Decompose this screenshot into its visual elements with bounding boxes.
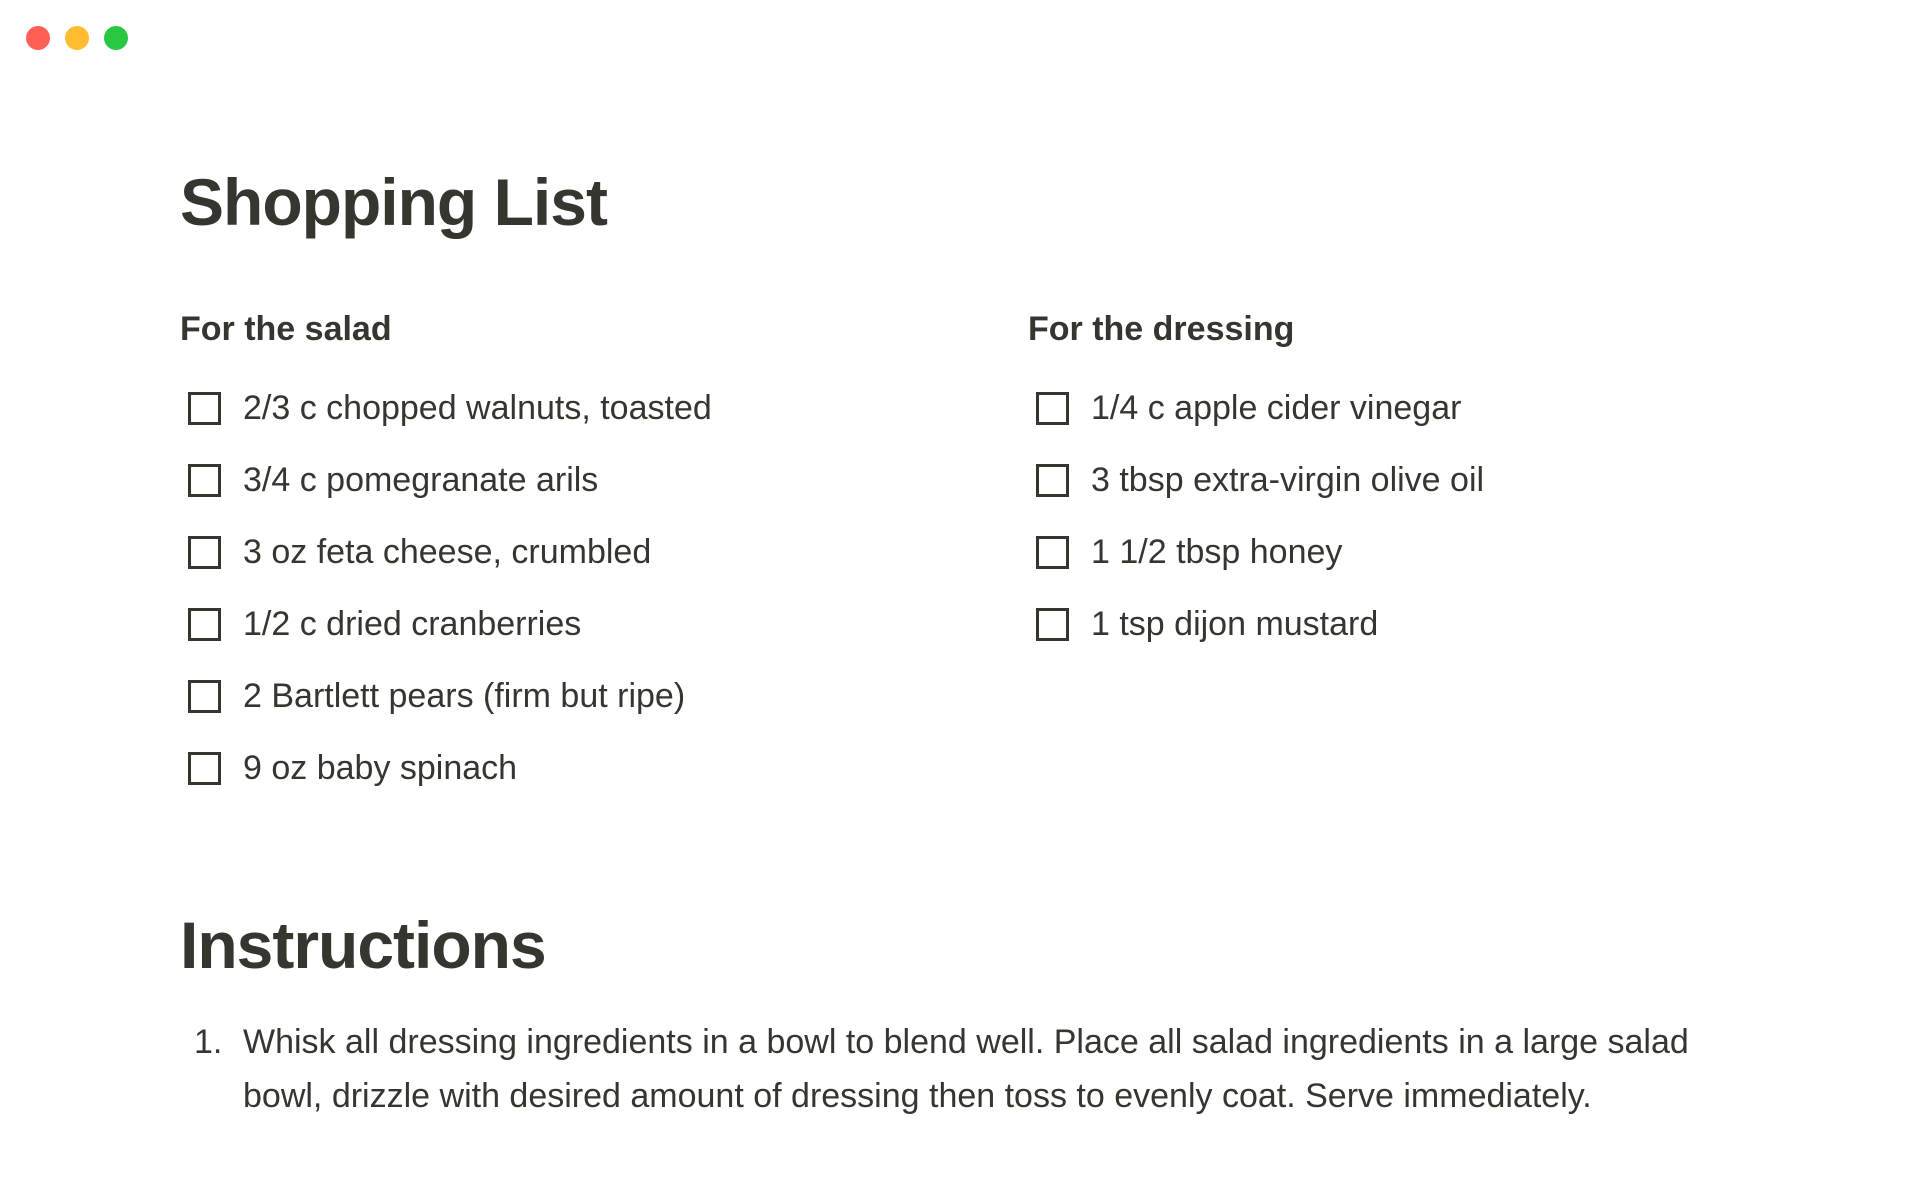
salad-column: [180, 304, 1028, 804]
page-content: [180, 0, 1740, 1200]
todo-text[interactable]: 3 tbsp extra-virgin olive oil: [1091, 461, 1485, 499]
window-controls: [26, 26, 128, 50]
instruction-step: [180, 1015, 1740, 1123]
todo-checkbox[interactable]: [188, 392, 221, 425]
todo-text[interactable]: 2 Bartlett pears (firm but ripe): [243, 677, 686, 715]
todo-checkbox[interactable]: [188, 608, 221, 641]
todo-item: [1028, 516, 1728, 588]
salad-heading[interactable]: For the salad: [180, 310, 392, 348]
minimize-window-button[interactable]: [65, 26, 89, 50]
todo-text[interactable]: 1/2 c dried cranberries: [243, 605, 582, 643]
step-text[interactable]: Whisk all dressing ingredients in a bowl to blend well. Place all salad ingredients in a large salad bowl, drizzle with desired amount of dressing then toss to evenly coat. Serve immediately.: [243, 1023, 1689, 1115]
todo-item: [1028, 588, 1728, 660]
todo-item: [180, 588, 1028, 660]
todo-item: [180, 732, 1028, 804]
todo-item: [1028, 444, 1728, 516]
close-window-button[interactable]: [26, 26, 50, 50]
todo-text[interactable]: 3/4 c pomegranate arils: [243, 461, 599, 499]
todo-checkbox[interactable]: [1036, 392, 1069, 425]
todo-text[interactable]: 3 oz feta cheese, crumbled: [243, 533, 652, 571]
todo-item: [180, 660, 1028, 732]
dressing-heading[interactable]: For the dressing: [1028, 310, 1295, 348]
todo-text[interactable]: 1 tsp dijon mustard: [1091, 605, 1379, 643]
todo-text[interactable]: 1/4 c apple cider vinegar: [1091, 389, 1462, 427]
todo-text[interactable]: 1 1/2 tbsp honey: [1091, 533, 1343, 571]
todo-item: [180, 444, 1028, 516]
dressing-todo-list: [1028, 372, 1728, 660]
todo-item: [180, 372, 1028, 444]
salad-todo-list: [180, 372, 1028, 804]
todo-checkbox[interactable]: [188, 464, 221, 497]
instructions-title[interactable]: Instructions: [180, 908, 546, 982]
dressing-column: [1028, 304, 1728, 804]
todo-checkbox[interactable]: [1036, 536, 1069, 569]
todo-checkbox[interactable]: [188, 752, 221, 785]
shopping-list-columns: [180, 304, 1740, 804]
todo-checkbox[interactable]: [1036, 608, 1069, 641]
todo-checkbox[interactable]: [188, 680, 221, 713]
todo-item: [180, 516, 1028, 588]
todo-text[interactable]: 9 oz baby spinach: [243, 749, 518, 787]
zoom-window-button[interactable]: [104, 26, 128, 50]
todo-checkbox[interactable]: [188, 536, 221, 569]
page-title[interactable]: Shopping List: [180, 165, 607, 239]
step-number: 1.: [194, 1023, 223, 1061]
todo-item: [1028, 372, 1728, 444]
todo-checkbox[interactable]: [1036, 464, 1069, 497]
todo-text[interactable]: 2/3 c chopped walnuts, toasted: [243, 389, 712, 427]
instructions-list: [180, 1015, 1740, 1123]
